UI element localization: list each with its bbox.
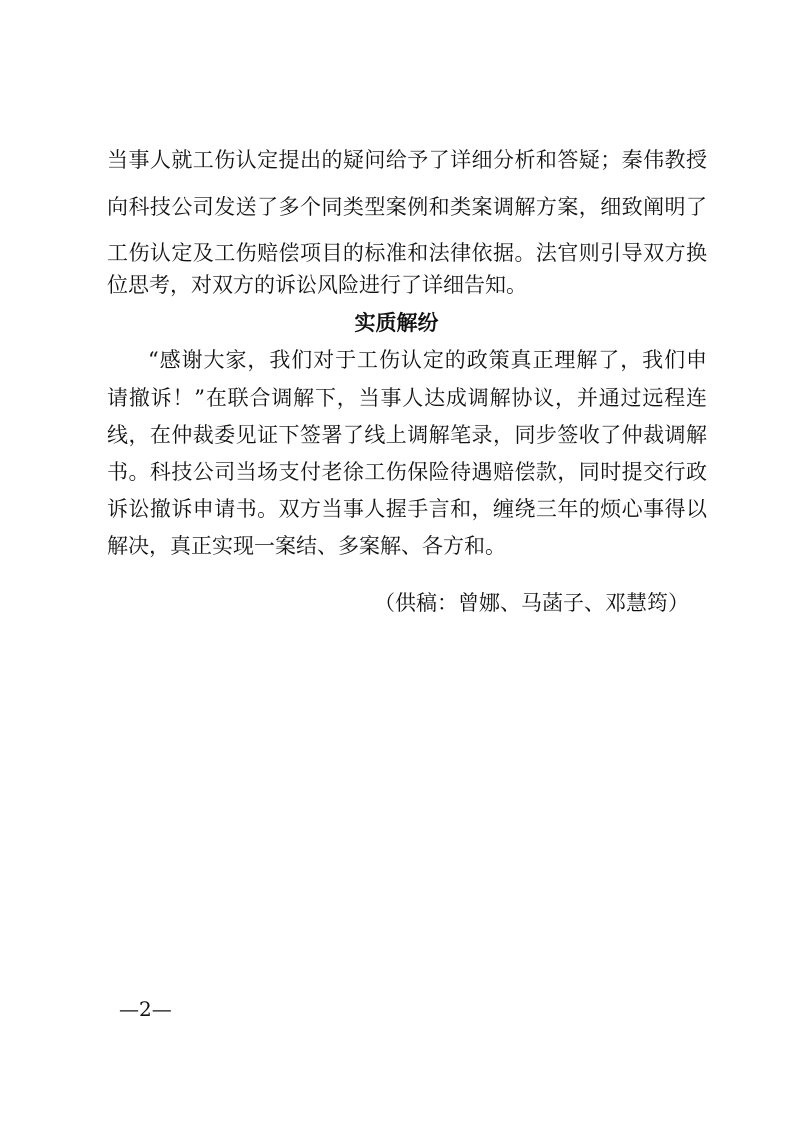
paragraph-2-line-5: 诉讼撤诉申请书。双方当事人握手言和，缠绕三年的烦心事得以 [107,497,707,521]
paragraph-2-line-4: 书。科技公司当场支付老徐工伤保险待遇赔偿款，同时提交行政 [107,460,707,484]
paragraph-2-line-2: 请撤诉！”在联合调解下，当事人达成调解协议，并通过远程连 [107,386,707,410]
paragraph-2-line-6: 解决，真正实现一案结、多案解、各方和。 [107,534,506,558]
paragraph-2-line-1: “感谢大家，我们对于工伤认定的政策真正理解了，我们申 [148,348,707,372]
paragraph-1-line-1: 当事人就工伤认定提出的疑问给予了详细分析和答疑；秦伟教授 [107,148,707,172]
section-heading: 实质解纷 [354,311,439,335]
credit-line: （供稿：曾娜、马菡子、邓慧筠） [374,591,689,615]
paragraph-1-line-4: 位思考，对双方的诉讼风险进行了详细告知。 [107,273,527,297]
paragraph-2-line-3: 线，在仲裁委见证下签署了线上调解笔录，同步签收了仲裁调解 [107,423,707,447]
paragraph-1-line-3: 工伤认定及工伤赔偿项目的标准和法律依据。法官则引导双方换 [107,241,707,265]
paragraph-1-line-2: 向科技公司发送了多个同类型案例和类案调解方案，细致阐明了 [107,195,707,219]
page-number: —2— [119,997,172,1021]
